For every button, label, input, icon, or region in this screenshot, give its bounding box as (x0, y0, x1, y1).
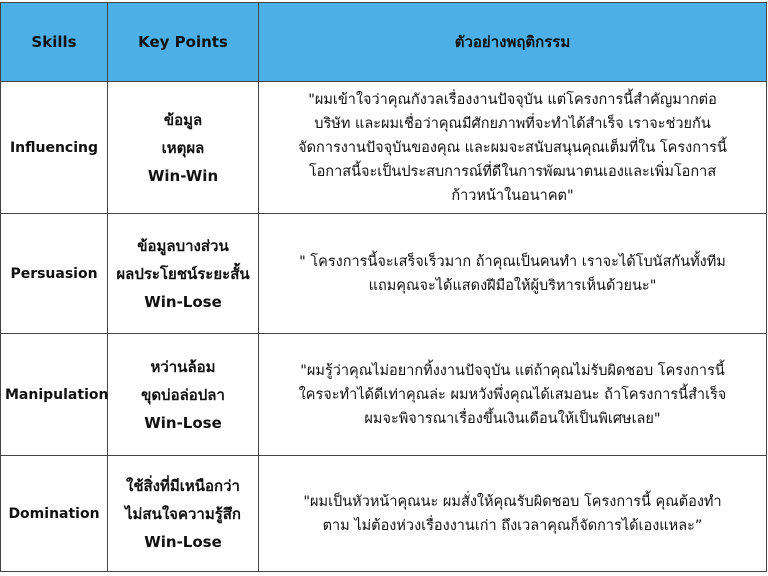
example-cell (259, 456, 767, 572)
example-line: ผมจะพิจารณาเรื่องขึ้นเงินเดือนให้เป็นพิเศษเลย" (364, 410, 661, 427)
table-row-manipulation (1, 334, 767, 456)
key-point: หว่านล้อม (150, 357, 216, 376)
header-row (1, 3, 767, 82)
table-row-influencing (1, 82, 767, 214)
example-line: ใครจะทำได้ดีเท่าคุณล่ะ ผมหวังพึ่งคุณได้เสมอนะ ถ้าโครงการนี้สำเร็จ (298, 386, 727, 403)
key-point: ใช้สิ่งที่มีเหนือกว่า (126, 476, 240, 495)
example-cell (259, 82, 767, 214)
key-point: เหตุผล (161, 138, 205, 157)
table-row-domination (1, 456, 767, 572)
key-points-cell (108, 214, 259, 334)
key-point: Win-Win (147, 166, 219, 185)
example-line: " โครงการนี้จะเสร็จเร็วมาก ถ้าคุณเป็นคนทำ เราจะได้โบนัสกันทั้งทีม (299, 253, 726, 270)
example-line: จัดการงานปัจจุบันของคุณ และผมจะสนับสนุนคุณเต็มที่ใน โครงการนี้ (298, 139, 727, 156)
key-point: ไม่สนใจความรู้สึก (124, 504, 241, 523)
key-point: Win-Lose (144, 532, 222, 551)
example-line: "ผมเข้าใจว่าคุณกังวลเรื่องงานปัจจุบัน แต่โครงการนี้สำคัญมากต่อ (308, 91, 717, 108)
header-key-points: Key Points (108, 3, 259, 82)
header-examples: ตัวอย่างพฤติกรรม (259, 3, 767, 82)
header-skills: Skills (1, 3, 108, 82)
example-cell (259, 214, 767, 334)
example-line: "ผมรู้ว่าคุณไม่อยากทิ้งงานปัจจุบัน แต่ถ้าคุณไม่รับผิดชอบ โครงการนี้ (300, 362, 725, 379)
key-point: Win-Lose (144, 413, 222, 432)
skill-name: Persuasion (1, 214, 108, 334)
example-line: โอกาสนี้จะเป็นประสบการณ์ที่ดีในการพัฒนาตนเองและเพิ่มโอกาส (308, 163, 717, 180)
key-point: ข้อมูล (163, 110, 203, 129)
skill-name: Manipulation (1, 334, 108, 456)
skill-name: Domination (1, 456, 108, 572)
key-points-cell (108, 456, 259, 572)
example-line: "ผมเป็นหัวหน้าคุณนะ ผมสั่งให้คุณรับผิดชอบ โครงการนี้ คุณต้องทำ (303, 493, 722, 510)
key-point: Win-Lose (144, 292, 222, 311)
example-cell (259, 334, 767, 456)
key-points-cell (108, 82, 259, 214)
key-point: ผลประโยชน์ระยะสั้น (116, 264, 250, 283)
example-line: ก้าวหน้าในอนาคต" (451, 187, 574, 204)
example-line: บริษัท และผมเชื่อว่าคุณมีศักยภาพที่จะทำได้สำเร็จ เราจะช่วยกัน (314, 115, 711, 132)
key-points-cell (108, 334, 259, 456)
skill-name: Influencing (1, 82, 108, 214)
key-point: ขุดบ่อล่อปลา (141, 385, 225, 404)
example-line: ตาม ไม่ต้องห่วงเรื่องงานเก่า ถึงเวลาคุณก็จัดการได้เองแหละ” (322, 517, 703, 534)
key-point: ข้อมูลบางส่วน (137, 236, 229, 255)
example-line: แถมคุณจะได้แสดงฝีมือให้ผู้บริหารเห็นด้วยนะ" (368, 277, 657, 294)
skills-comparison-table (0, 2, 767, 572)
table-row-persuasion (1, 214, 767, 334)
